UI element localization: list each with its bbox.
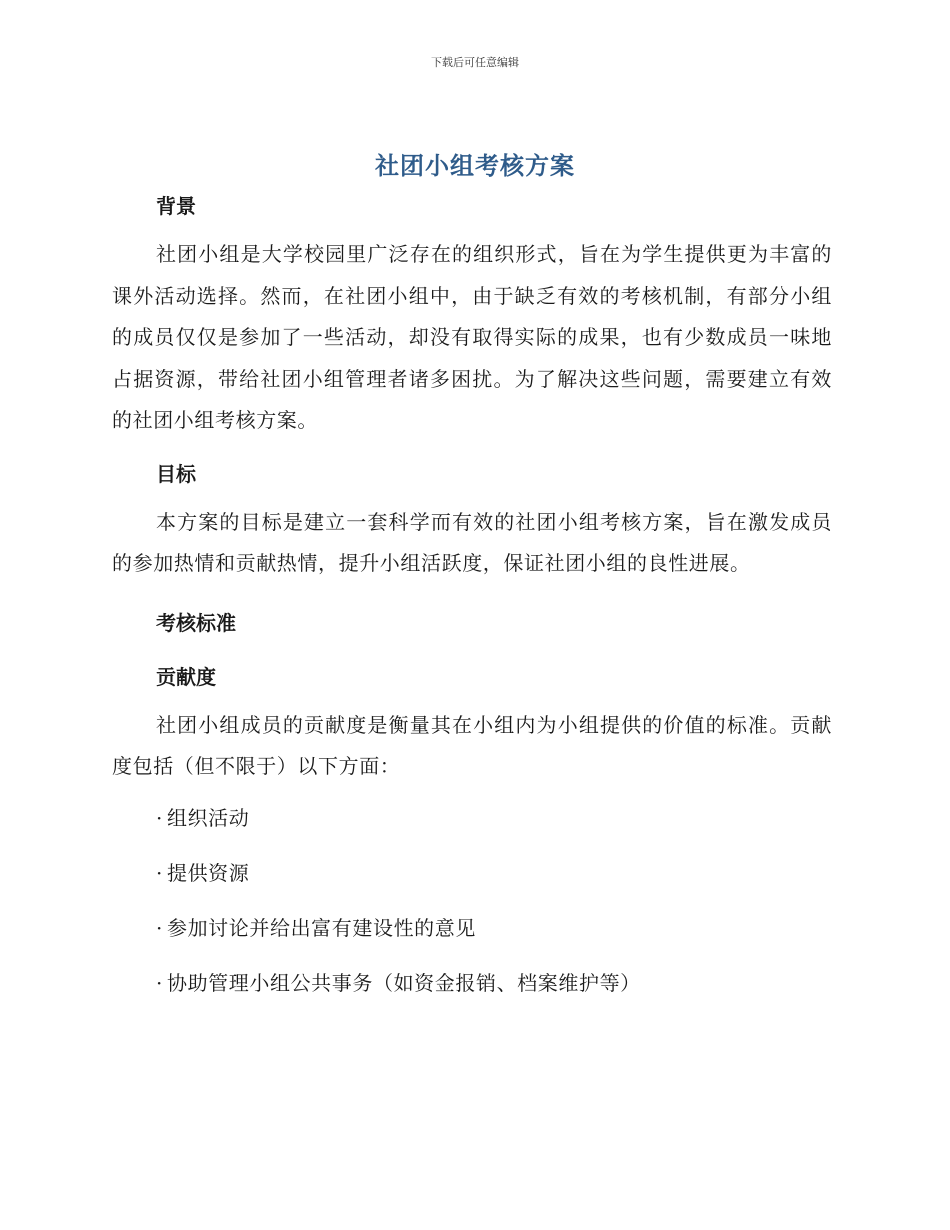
list-item-text: 协助管理小组公共事务（如资金报销、档案维护等） <box>166 970 641 995</box>
list-item-text: 组织活动 <box>166 805 250 830</box>
document-body <box>112 190 832 999</box>
document-title: 社团小组考核方案 <box>375 152 575 180</box>
list-item-text: 提供资源 <box>166 860 250 885</box>
paragraph-goal: 本方案的目标是建立一套科学而有效的社团小组考核方案，旨在激发成员的参加热情和贡献热情，提升小组活跃度，保证社团小组的良性进展。 <box>112 509 832 575</box>
list-item <box>112 857 832 889</box>
header-note: 下载后可任意编辑 <box>431 56 519 69</box>
list-item-text: 参加讨论并给出富有建设性的意见 <box>166 915 476 940</box>
section-heading-criteria: 考核标准 <box>156 610 236 635</box>
paragraph-contribution: 社团小组成员的贡献度是衡量其在小组内为小组提供的价值的标准。贡献度包括（但不限于）以下方面： <box>112 712 832 778</box>
bullet-dot: · <box>156 915 163 940</box>
bullet-dot: · <box>156 860 163 885</box>
list-item <box>112 802 832 834</box>
section-heading-background: 背景 <box>156 194 196 218</box>
bullet-dot: · <box>156 970 163 995</box>
list-item <box>112 912 832 944</box>
section-heading-contribution: 贡献度 <box>156 664 216 689</box>
list-item <box>112 967 832 999</box>
section-heading-goal: 目标 <box>156 461 196 486</box>
contribution-list <box>112 802 832 999</box>
bullet-dot: · <box>156 805 163 830</box>
paragraph-background: 社团小组是大学校园里广泛存在的组织形式，旨在为学生提供更为丰富的课外活动选择。然而，在社团小组中，由于缺乏有效的考核机制，有部分小组的成员仅仅是参加了一些活动，却没有取得实际的成果，也有少数成员一味地占据资源，带给社团小组管理者诸多困扰。为了解决这些问题，需要建立有效的社团小组考核方案。 <box>112 242 832 432</box>
